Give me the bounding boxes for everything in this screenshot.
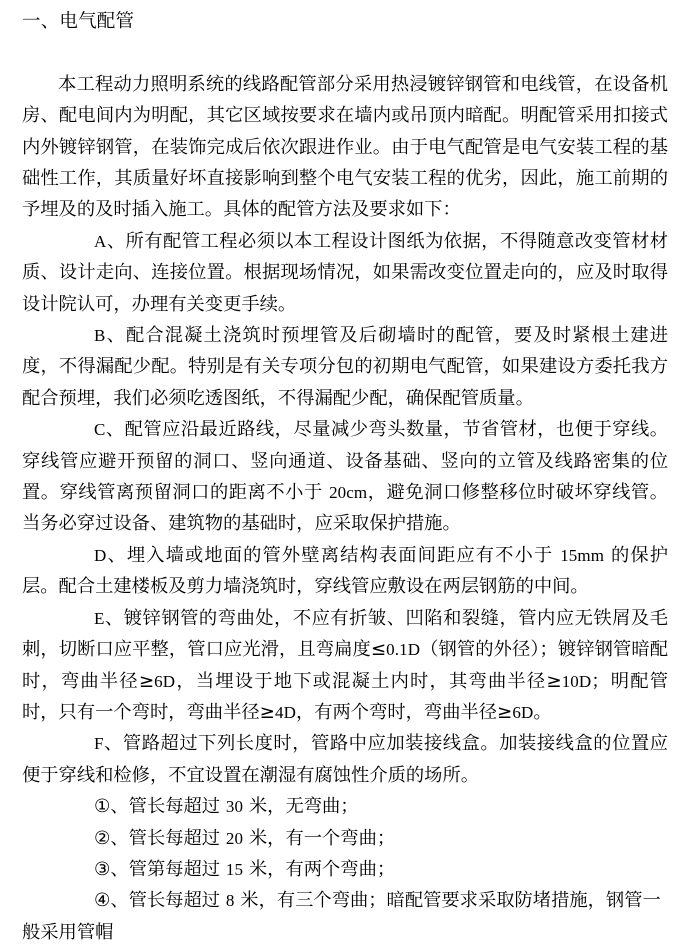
paragraph-item-d: D、埋入墙或地面的管外壁离结构表面间距应有不小于 15mm 的保护层。配合土建楼板及剪力墙浇筑时，穿线管应敷设在两层钢筋的中间。 bbox=[22, 544, 669, 598]
list-item: ③、管第每超过 15 米，有两个弯曲； bbox=[94, 858, 396, 880]
list-item: ②、管长每超过 20 米，有一个弯曲； bbox=[94, 827, 396, 849]
page-title: 一、电气配管 bbox=[22, 11, 135, 32]
paragraph-intro: 本工程动力照明系统的线路配管部分采用热浸镀锌钢管和电线管，在设备机房、配电间内为明配，其它区域按要求在墙内或吊顶内暗配。明配管采用扣接式内外镀锌钢管，在装饰完成后依次跟进作业。由于电气配管是电气安装工程的基础性工作，其质量好坏直接影响到整个电气安装工程的优劣，因此，施工前期的予埋及的及时插入施工。具体的配管方法及要求如下： bbox=[22, 73, 668, 221]
paragraph-item-b: B、配合混凝土浇筑时预埋管及后砌墙时的配管，要及时紧根土建进度，不得漏配少配。特别是有关专项分包的初期电气配管，如果建设方委托我方配合预埋，我们必须吃透图纸，不得漏配少配，确保配管质量。 bbox=[22, 325, 668, 409]
list-item: ④、管长每超过 8 米，有三个弯曲；暗配管要求采取防堵措施，钢管一般采用管帽 bbox=[22, 890, 661, 943]
list-item: ①、管长每超过 30 米，无弯曲； bbox=[94, 796, 359, 818]
paragraph-item-f: F、管路超过下列长度时，管路中应加装接线盒。加装接线盒的位置应便于穿线和检修，不宜设置在潮湿有腐蚀性介质的场所。 bbox=[22, 733, 668, 786]
paragraph-item-a: A、所有配管工程必须以本工程设计图纸为依据，不得随意改变管材材质、设计走向、连接位置。根据现场情况，如果需改变位置走向的，应及时取得设计院认可，办理有关变更手续。 bbox=[22, 230, 668, 315]
title-spacer bbox=[22, 37, 668, 68]
paragraph-item-c: C、配管应沿最近路线，尽量减少弯头数量，节省管材，也便于穿线。穿线管应避开预留的洞口、竖向通道、设备基础、竖向的立管及线路密集的位置。穿线管离预留洞口的距离不小于 20cm，避免洞口修整移位时破坏穿线管。当务必穿过设备、建筑物的基础时，应采取保护措施。 bbox=[22, 419, 668, 535]
document-body bbox=[22, 0, 668, 948]
paragraph-item-e: E、镀锌钢管的弯曲处，不应有折皱、凹陷和裂缝，管内应无铁屑及毛刺，切断口应平整，管口应光滑，且弯扁度≤0.1D（钢管的外径）；镀锌钢管暗配时，弯曲半径≥6D，当埋设于地下或混凝土内时，其弯曲半径≥10D；明配管时，只有一个弯时，弯曲半径≥4D，有两个弯时，弯曲半径≥6D。 bbox=[22, 607, 668, 723]
